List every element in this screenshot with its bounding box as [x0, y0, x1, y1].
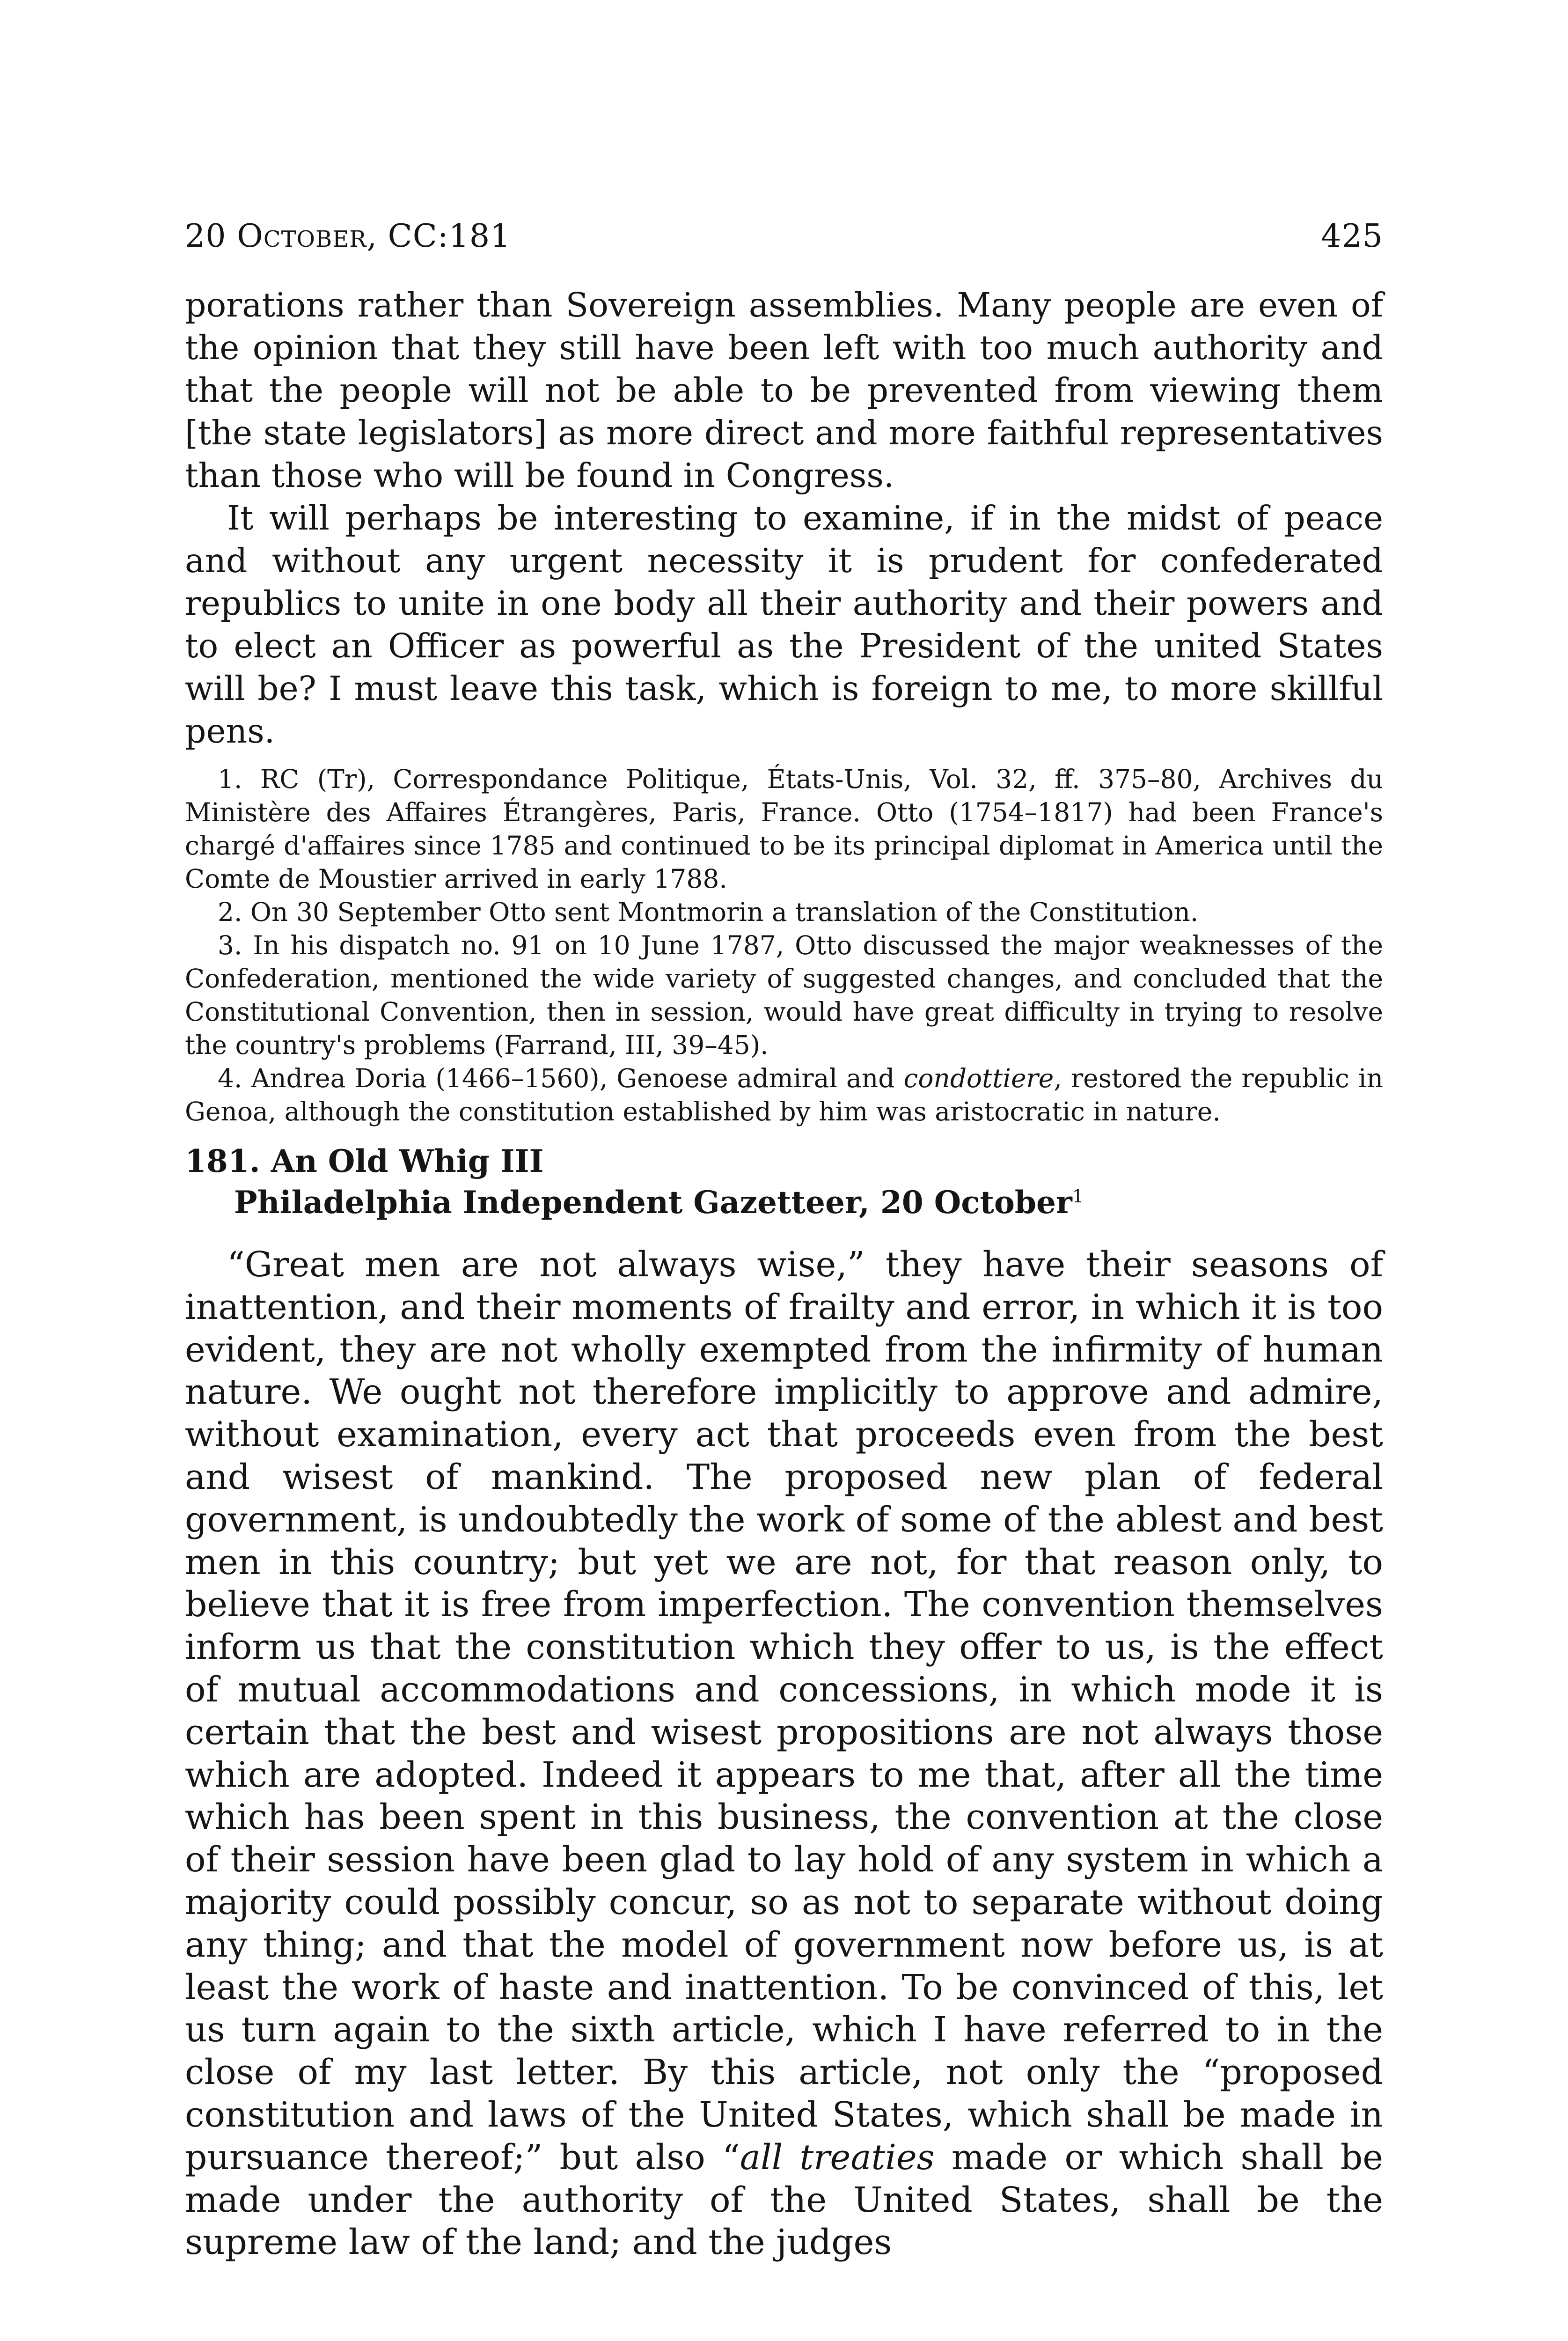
running-head: [185, 218, 1383, 255]
footnote-4-text-end: , restored the republic in Genoa, although the constitution established by him was aristocratic in nature.: [185, 1063, 1384, 1126]
footnote-4: [185, 1062, 1383, 1128]
footnote-4-text-start: 4. Andrea Doria (1466–1560), Genoese admiral and: [218, 1063, 904, 1093]
document-body-italic: all treaties: [740, 2137, 935, 2178]
document-source: [185, 1182, 1383, 1223]
document-body: [185, 1244, 1383, 2264]
page-number: 425: [1321, 218, 1383, 255]
document-body-text-1: “Great men are not always wise,” they have their seasons of inattention, and their moments of frailty and error, in which it is too evident, they are not wholly exempted from the infirmity of human nature. We ought not therefore implicitly to approve and admire, without examination, every act that proceeds even from the best and wisest of mankind. The proposed new plan of federal government, is undoubtedly the work of some of the ablest and best men in this country; but yet we are not, for that reason only, to believe that it is free from imperfection. The convention themselves inform us that the constitution which they offer to us, is the effect of mutual accommodations and concessions, in which mode it is certain that the best and wisest propositions are not always those which are adopted. Indeed it appears to me that, after all the time which has been spent in this business, the convention at the close of their session have been glad to lay hold of any system in which a majority could possibly concur, so as not to separate without doing any thing; and that the model of government now before us, is at least the work of haste and inattention. To be convinced of this, let us turn again to the sixth article, which I have referred to in the close of my last letter. By this article, not only the “proposed constitution and laws of the United States, which shall be made in pursuance thereof;” but also “: [185, 1244, 1384, 2178]
source-note-marker: 1: [1072, 1186, 1084, 1207]
footnote-2: 2. On 30 September Otto sent Montmorin a translation of the Constitution.: [218, 897, 1199, 927]
running-head-left: [185, 218, 511, 255]
footnote-3: 3. In his dispatch no. 91 on 10 June 1787, Otto discussed the major weaknesses of the Confederation, mentioned the wide variety of suggested changes, and concluded that the Constitutional Convention, then in session, would have great difficulty in trying to resolve the country's problems (Farrand, III, 39–45).: [185, 930, 1383, 1060]
continued-paragraph: porations rather than Sovereign assemblies. Many people are even of the opinion that they still have been left with too much authority and that the people will not be able to be prevented from viewing them [the state legislators] as more direct and more faithful representatives than those who will be found in Congress.: [185, 286, 1383, 495]
footnotes: [185, 763, 1383, 1128]
document-title: 181. An Old Whig III: [185, 1143, 544, 1179]
document-body-text-2: made or which shall be made under the authority of the United States, shall be the supreme law of the land; and the judges: [185, 2137, 1383, 2263]
paragraph-prudence: It will perhaps be interesting to examine, if in the midst of peace and without any urgent necessity it is prudent for confederated republics to unite in one body all their authority and their powers and to elect an Officer as powerful as the President of the united States will be? I must leave this task, which is foreign to me, to more skillful pens.: [185, 499, 1383, 751]
running-head-month: October: [237, 218, 367, 255]
running-head-doc-ref: , CC:181: [366, 218, 511, 255]
footnote-4-italic-term: condottiere: [903, 1063, 1054, 1093]
document-page: [185, 218, 1383, 2264]
document-source-text: Philadelphia Independent Gazetteer, 20 October: [234, 1184, 1072, 1221]
footnote-1: 1. RC (Tr), Correspondance Politique, États-Unis, Vol. 32, ff. 375–80, Archives du Ministère des Affaires Étrangères, Paris, France. Otto (1754–1817) had been France's chargé d'affaires since 1785 and continued to be its principal diplomat in America until the Comte de Moustier arrived in early 1788.: [185, 764, 1383, 894]
running-head-day: 20: [185, 218, 227, 255]
document-heading: [185, 1141, 1383, 1223]
